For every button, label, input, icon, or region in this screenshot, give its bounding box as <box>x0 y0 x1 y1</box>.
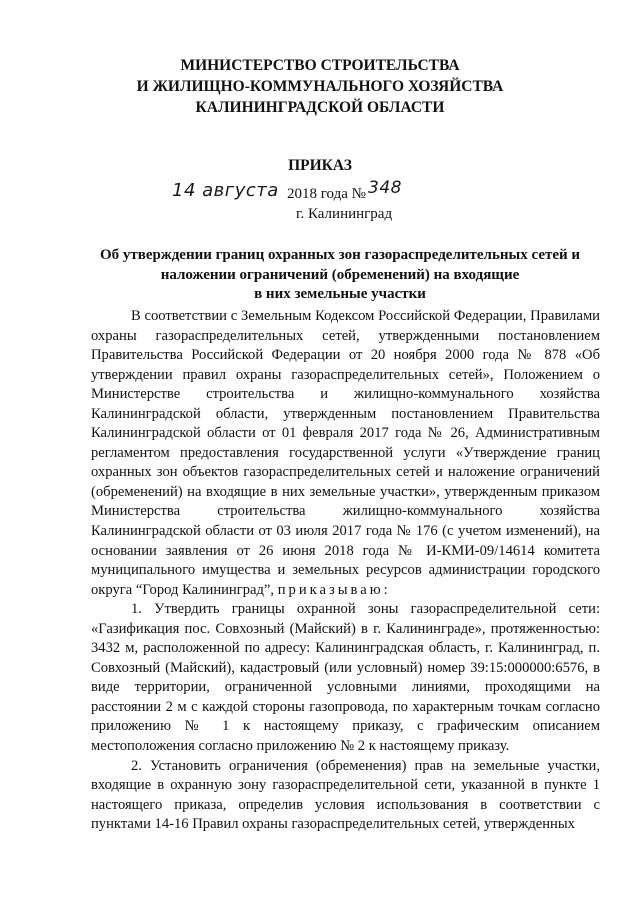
document-type: ПРИКАЗ <box>288 157 352 174</box>
subject-line-1: Об утверждении границ охранных зон газораспределительных сетей и <box>99 247 581 263</box>
printed-date: 2018 года № <box>287 186 366 202</box>
ministry-line-3: КАЛИНИНГРАДСКОЙ ОБЛАСТИ <box>195 99 445 116</box>
order-word: приказываю: <box>277 581 391 598</box>
preamble-text: В соответствии с Земельным Кодексом Российской Федерации, Правилами охраны газораспределительных сетей, утвержденными постановлением Правительства Российской Федерации от 20 ноября 2000 года № 878 «Об утверждении правил охраны газораспределительных сетей», Положением о Министерстве строительства и жилищно-коммунального хозяйства Калининградской области, утвержденным постановлением Правительства Калининградской области от 01 февраля 2017 года № 26, Административным регламентом предоставления государственной услуги «Утверждение границ охранных зон объектов газораспределительных сетей и наложение ограничений (обременений) на входящие в них земельные участки», утвержденным приказом Министерства строительства жилищно-коммунального хозяйства Калининградской области от 03 июля 2017 года № 176 (с учетом изменений), на основании заявления от 26 июня 2018 года № И-КМИ-09/14614 комитета муниципального имущества и земельных ресурсов администрации городского округа “Город Калининград”, <box>91 308 600 598</box>
subject-line-3: в них земельные участки <box>254 286 426 302</box>
ministry-line-1: МИНИСТЕРСТВО СТРОИТЕЛЬСТВА <box>180 57 460 74</box>
handwritten-date: 14 августа <box>172 180 279 201</box>
city-name: г. Калининград <box>296 206 393 222</box>
preamble-paragraph <box>91 307 600 600</box>
ministry-header <box>0 55 640 118</box>
subject-line-2: наложении ограничений (обременений) на входящие <box>160 266 520 283</box>
item-1-paragraph: 1. Утвердить границы охранной зоны газораспределительной сети: «Газификация пос. Совхозный (Майский) в г. Калининграде», протяженностью: 3432 м, расположенной по адресу: Калининградская область, г. Калининград, п. Совхозный (Майский), кадастровый (или условный) номер 39:15:000000:6576, в виде территории, ограниченной условными линиями, проходящими на расстоянии 2 м с каждой стороны газопровода, по характерным точкам согласно приложению № 1 к настоящему приказу, с графическим описанием местоположения согласно приложению № 2 к настоящему приказу. <box>91 601 600 755</box>
handwritten-order-number: 348 <box>368 178 402 198</box>
item-2-paragraph: 2. Установить ограничения (обременения) прав на земельные участки, входящие в охранную зону газораспределительной сети, указанной в пункте 1 настоящего приказа, определив условия использования в соответствии с пунктами 14-16 Правил охраны газораспределительных сетей, утвержденных <box>91 757 600 833</box>
order-body <box>91 307 600 835</box>
order-subject <box>80 246 600 305</box>
ministry-line-2: И ЖИЛИЩНО-КОММУНАЛЬНОГО ХОЗЯЙСТВА <box>136 78 504 95</box>
